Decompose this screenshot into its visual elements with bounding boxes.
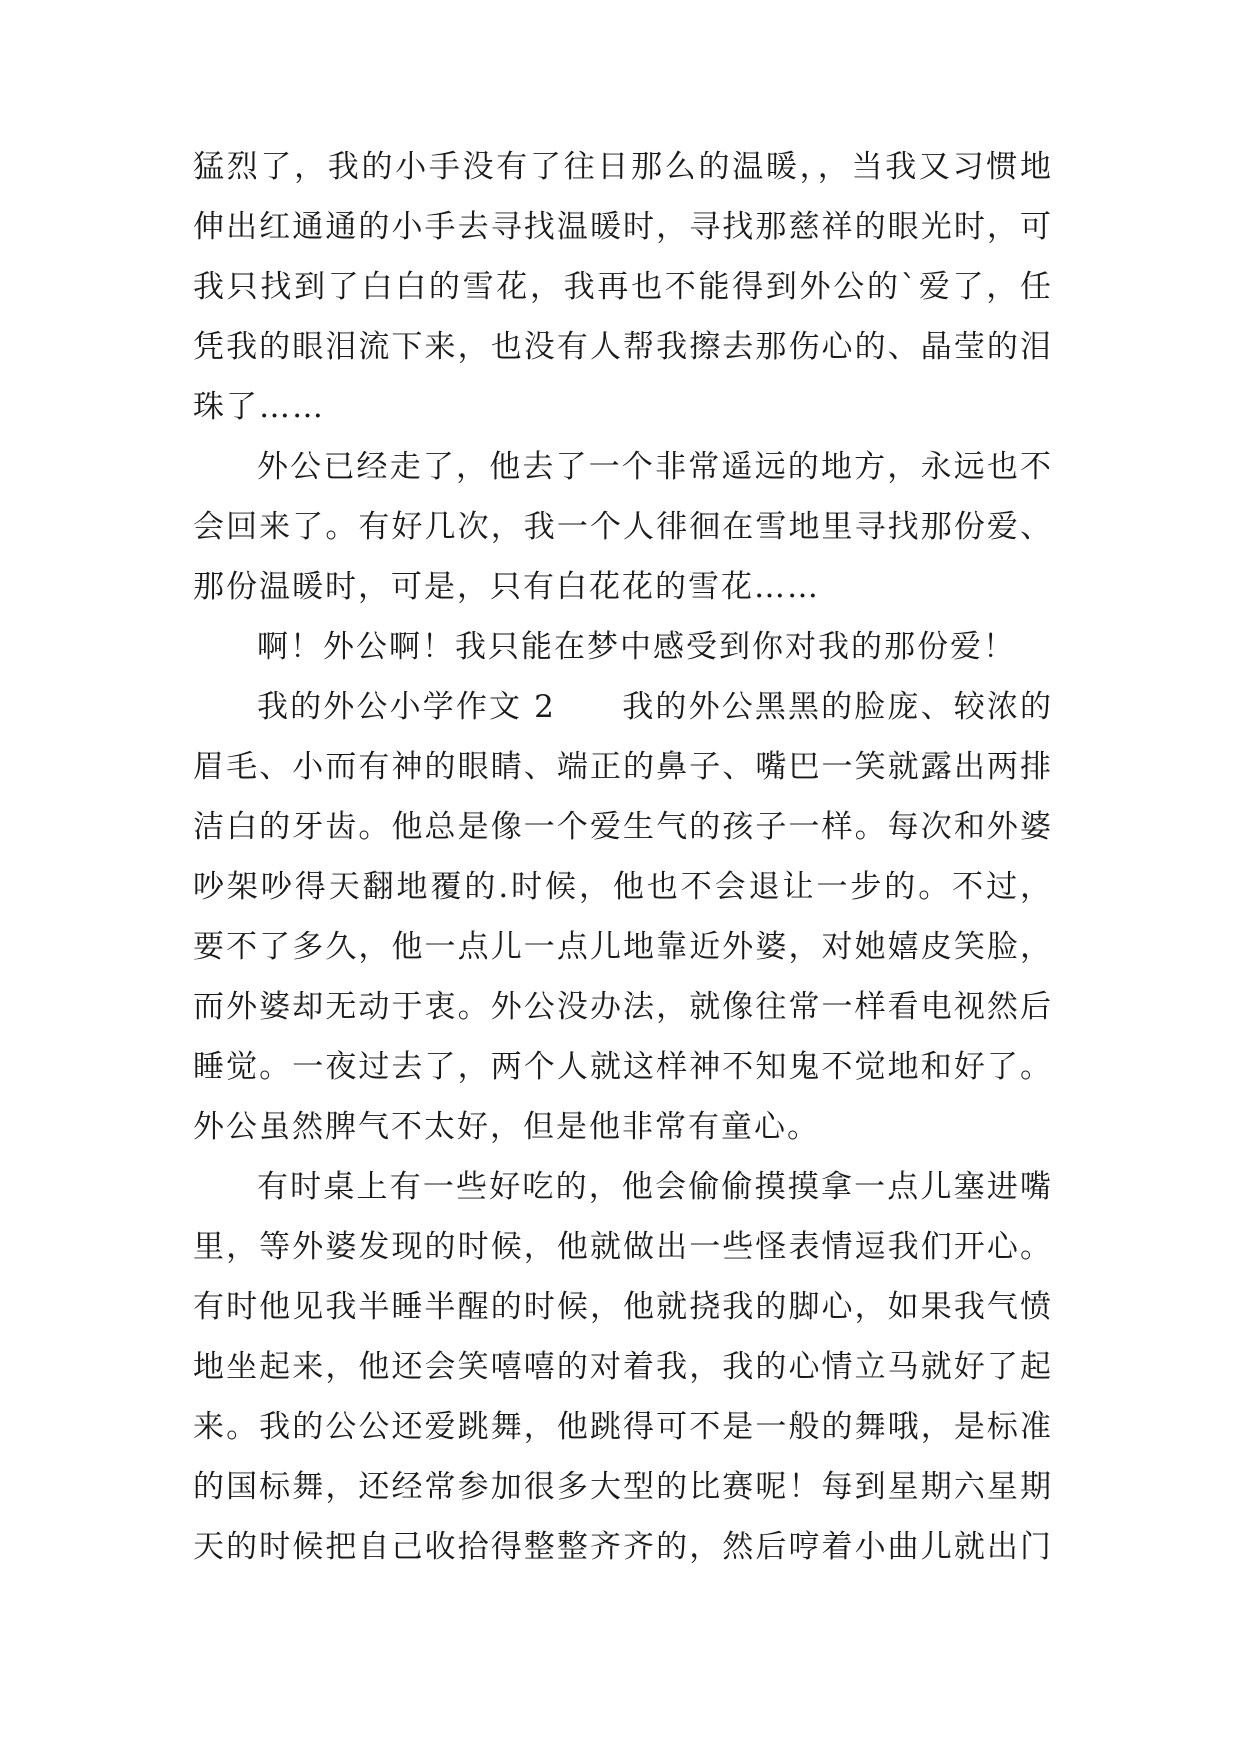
text-line: 地坐起来，他还会笑嘻嘻的对着我，我的心情立马就好了起 bbox=[193, 1349, 1053, 1385]
text-line: 吵架吵得天翻地覆的.时候，他也不会退让一步的。不过， bbox=[193, 869, 1053, 905]
text-line: 我只找到了白白的雪花，我再也不能得到外公的`爱了，任 bbox=[193, 269, 1053, 305]
text-line: 而外婆却无动于衷。外公没办法，就像往常一样看电视然后 bbox=[193, 989, 1053, 1025]
paragraph-first-line: 啊！外公啊！我只能在梦中感受到你对我的那份爱！ bbox=[257, 629, 1016, 665]
text-line: 凭我的眼泪流下来，也没有人帮我擦去那伤心的、晶莹的泪 bbox=[193, 329, 1053, 365]
paragraph-first-line: 外公已经走了，他去了一个非常遥远的地方，永远也不 bbox=[257, 449, 1053, 485]
text-line: 要不了多久，他一点儿一点儿地靠近外婆，对她嬉皮笑脸， bbox=[193, 929, 1053, 965]
paragraph-first-line: 我的外公小学作文 2 我的外公黑黑的脸庞、较浓的 bbox=[257, 689, 1053, 725]
text-line: 猛烈了，我的小手没有了往日那么的温暖，，当我又习惯地 bbox=[193, 149, 1053, 185]
paragraph-first-line: 有时桌上有一些好吃的，他会偷偷摸摸拿一点儿塞进嘴 bbox=[257, 1169, 1053, 1205]
text-line: 珠了…… bbox=[193, 389, 325, 425]
text-line: 的国标舞，还经常参加很多大型的比赛呢！每到星期六星期 bbox=[193, 1469, 1053, 1505]
text-line: 那份温暖时，可是，只有白花花的雪花…… bbox=[193, 569, 820, 605]
text-line: 伸出红通通的小手去寻找温暖时，寻找那慈祥的眼光时，可 bbox=[193, 209, 1053, 245]
text-line: 眉毛、小而有神的眼睛、端正的鼻子、嘴巴一笑就露出两排 bbox=[193, 749, 1053, 785]
text-line: 会回来了。有好几次，我一个人徘徊在雪地里寻找那份爱、 bbox=[193, 509, 1053, 545]
text-line: 里，等外婆发现的时候，他就做出一些怪表情逗我们开心。 bbox=[193, 1229, 1053, 1265]
text-line: 洁白的牙齿。他总是像一个爱生气的孩子一样。每次和外婆 bbox=[193, 809, 1053, 845]
text-line: 有时他见我半睡半醒的时候，他就挠我的脚心，如果我气愤 bbox=[193, 1289, 1053, 1325]
text-line: 天的时候把自己收拾得整整齐齐的，然后哼着小曲儿就出门 bbox=[193, 1529, 1053, 1565]
text-line: 外公虽然脾气不太好，但是他非常有童心。 bbox=[193, 1109, 820, 1145]
text-line: 来。我的公公还爱跳舞，他跳得可不是一般的舞哦，是标准 bbox=[193, 1409, 1053, 1445]
text-line: 睡觉。一夜过去了，两个人就这样神不知鬼不觉地和好了。 bbox=[193, 1049, 1053, 1085]
